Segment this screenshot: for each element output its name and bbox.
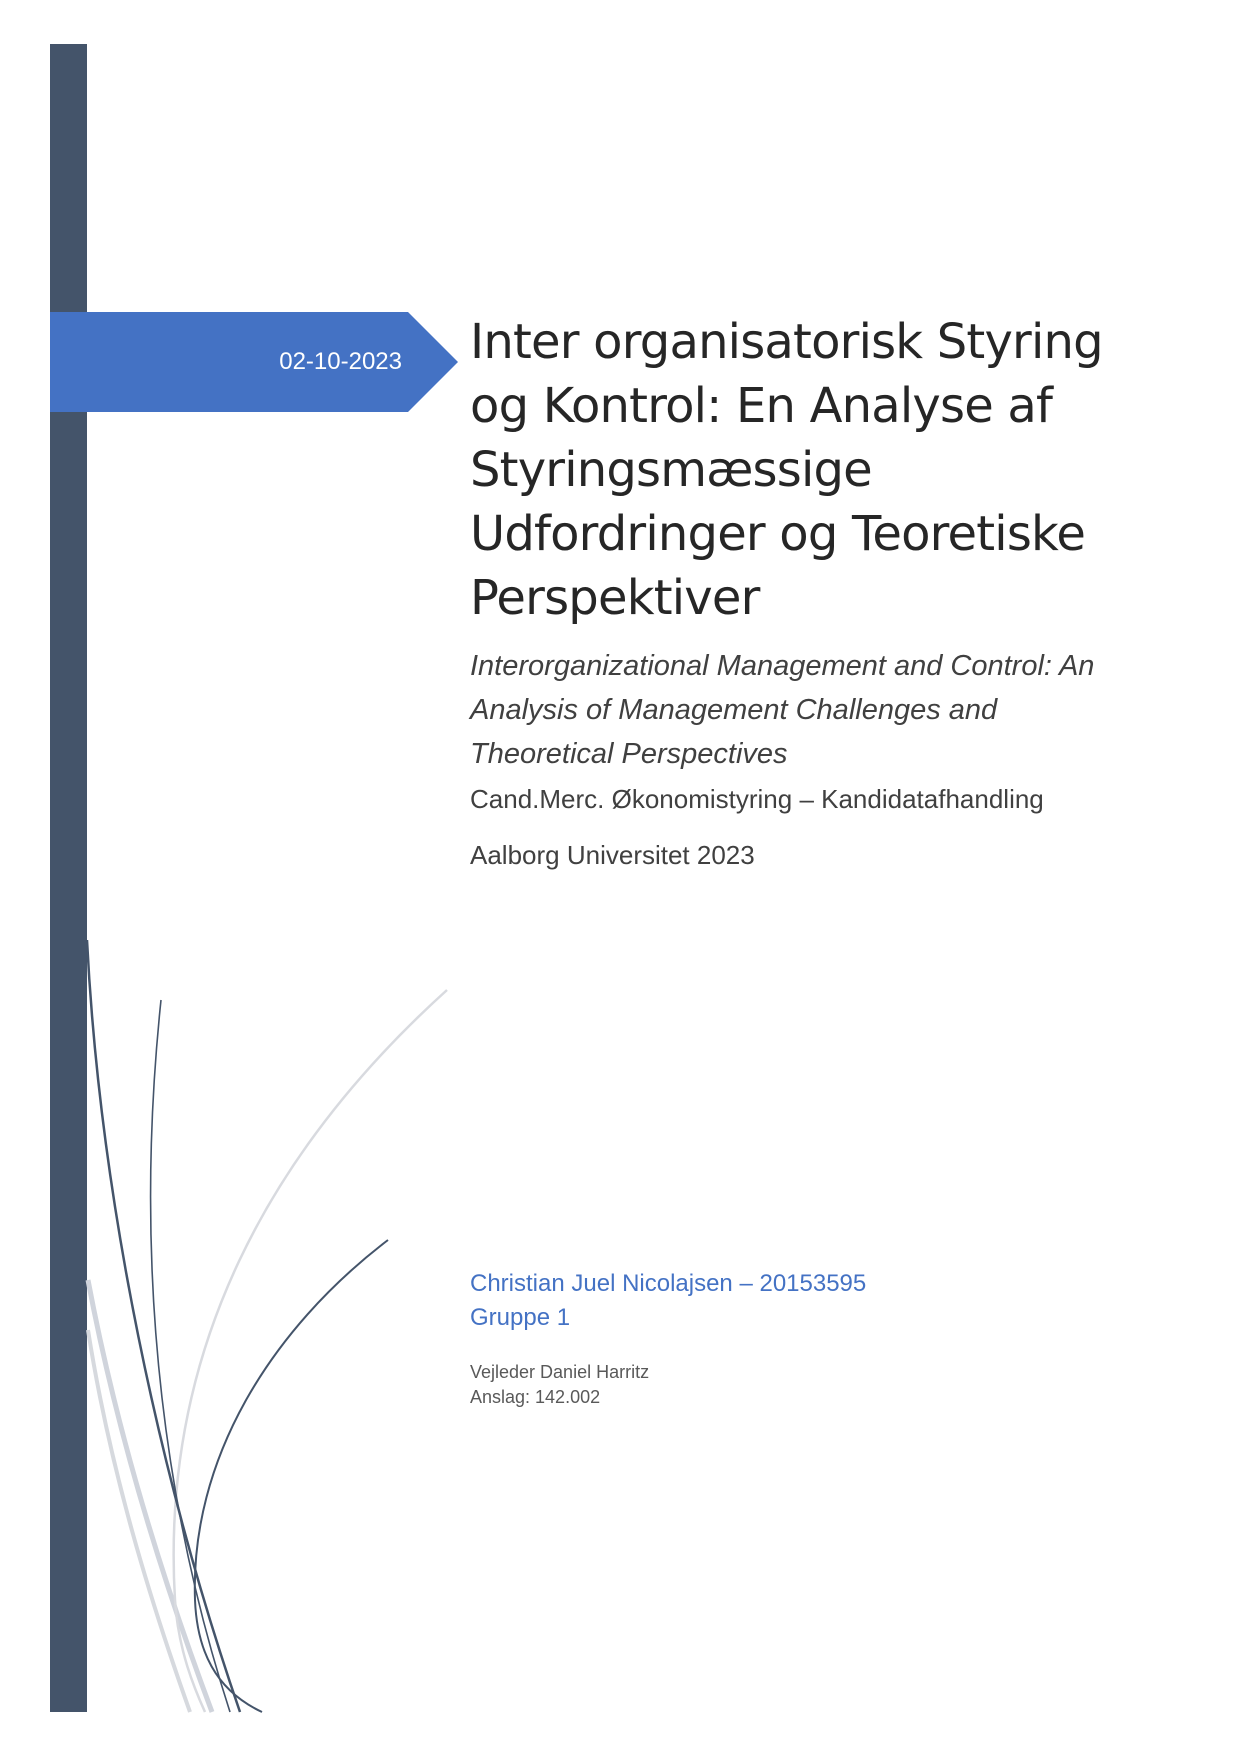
supervisor-line: Vejleder Daniel Harritz <box>470 1362 650 1382</box>
title-block <box>470 310 1130 776</box>
date-ribbon <box>50 312 458 412</box>
program-line: Cand.Merc. Økonomistyring – Kandidatafhandling <box>470 784 1044 814</box>
document-title: Inter organisatorisk Styring og Kontrol: En Analyse af Styringsmæssige Udfordringer og Teoretiske Perspektiver <box>470 314 1103 626</box>
swirl-line-light-1 <box>88 1280 212 1712</box>
date-label: 02-10-2023 <box>279 348 402 375</box>
swirl-line-dark-1 <box>87 940 240 1712</box>
group-label: Gruppe 1 <box>470 1304 571 1331</box>
character-count: Anslag: 142.002 <box>470 1387 601 1407</box>
swirl-line-dark-2 <box>151 1000 230 1712</box>
swirl-line-light-3 <box>174 990 447 1712</box>
university-line: Aalborg Universitet 2023 <box>470 840 755 870</box>
author-name: Christian Juel Nicolajsen – 20153595 <box>470 1270 867 1297</box>
document-subtitle: Interorganizational Management and Control: An Analysis of Management Challenges and Theoretical Perspectives <box>470 650 1095 770</box>
swirl-line-dark-3 <box>195 1240 388 1712</box>
